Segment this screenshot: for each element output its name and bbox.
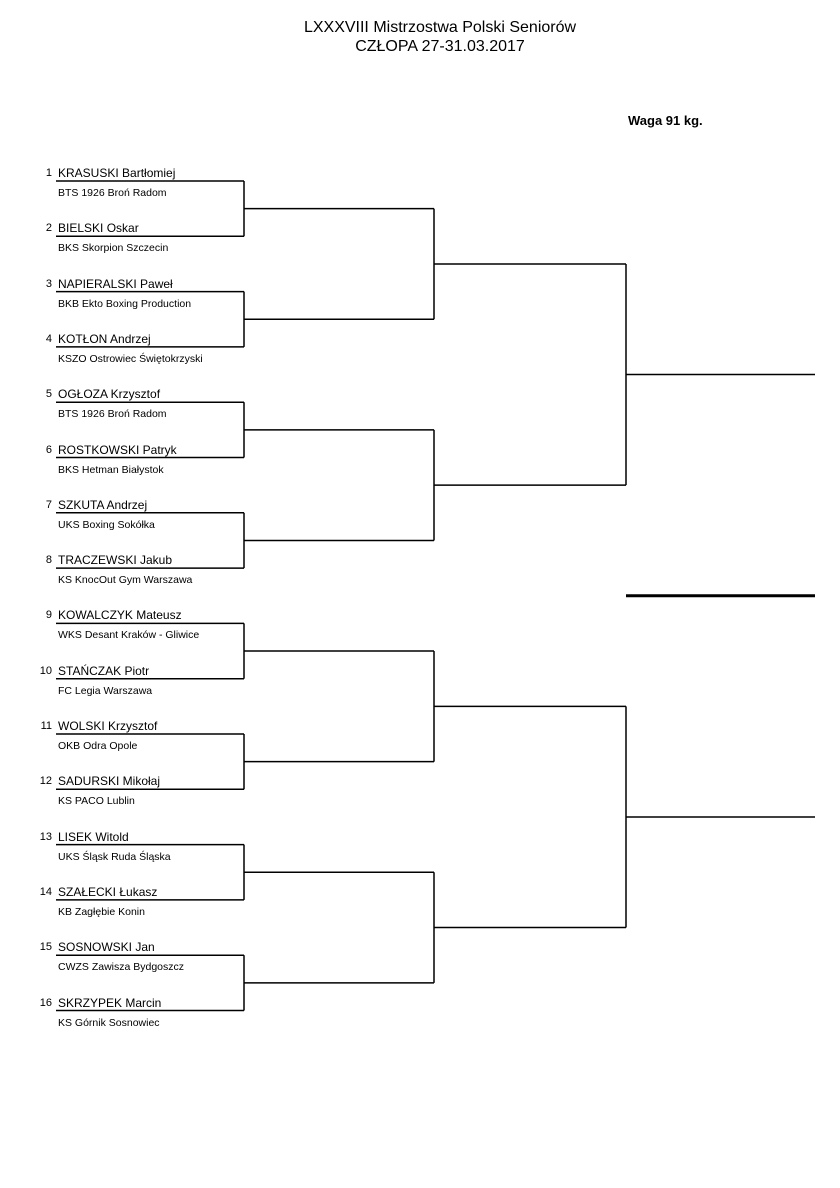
seed-number: 14: [39, 885, 52, 898]
seed-number: 1: [45, 167, 52, 179]
competitor-club: UKS Śląsk Ruda Śląska: [58, 850, 171, 863]
seed-number: 2: [45, 222, 52, 235]
competitor-club: KSZO Ostrowiec Świętokrzyski: [58, 352, 203, 365]
competitor-name: STAŃCZAK Piotr: [58, 663, 150, 678]
competitor-name: OGŁOZA Krzysztof: [58, 387, 161, 402]
seed-number: 10: [39, 664, 52, 677]
seed-number: 7: [45, 498, 52, 511]
competitor-name: ROSTKOWSKI Patryk: [58, 442, 177, 457]
seed-number: 3: [45, 277, 52, 290]
competitor-name: SKRZYPEK Marcin: [58, 995, 162, 1010]
competitor-club: KS Górnik Sosnowiec: [58, 1016, 160, 1029]
competitor-club: KB Zagłębie Konin: [58, 905, 145, 918]
competitor-club: BKS Hetman Białystok: [58, 463, 164, 476]
competitor-name: KOWALCZYK Mateusz: [58, 608, 182, 623]
competitor-club: CWZS Zawisza Bydgoszcz: [58, 961, 185, 974]
seed-number: 11: [40, 720, 52, 732]
competitor-club: BTS 1926 Broń Radom: [58, 408, 167, 421]
tournament-title: LXXXVIII Mistrzostwa Polski Seniorów: [303, 19, 577, 36]
competitor-club: BKS Skorpion Szczecin: [58, 242, 169, 255]
competitor-name: LISEK Witold: [58, 829, 129, 844]
competitor-name: SADURSKI Mikołaj: [58, 774, 161, 789]
seed-number: 6: [45, 443, 52, 456]
competitor-club: BKB Ekto Boxing Production: [58, 297, 192, 310]
competitor-name: NAPIERALSKI Paweł: [58, 276, 173, 291]
seed-number: 12: [39, 775, 52, 788]
competitor-name: SZAŁECKI Łukasz: [58, 884, 158, 899]
competitor-club: KS KnocOut Gym Warszawa: [58, 574, 193, 587]
competitor-name: KOTŁON Andrzej: [58, 331, 151, 346]
competitor-club: KS PACO Lublin: [58, 795, 135, 808]
competitor-name: SZKUTA Andrzej: [58, 497, 148, 512]
competitor-club: WKS Desant Kraków - Gliwice: [58, 629, 200, 642]
competitor-club: UKS Boxing Sokółka: [58, 518, 155, 531]
weight-class-label: Waga 91 kg.: [628, 113, 703, 128]
competitor-name: WOLSKI Krzysztof: [58, 719, 158, 733]
competitor-name: KRASUSKI Bartłomiej: [58, 166, 176, 180]
competitor-name: TRACZEWSKI Jakub: [58, 553, 173, 568]
competitor-name: SOSNOWSKI Jan: [58, 940, 155, 955]
seed-number: 9: [45, 609, 52, 622]
competitor-club: FC Legia Warszawa: [58, 684, 153, 697]
seed-number: 13: [39, 830, 52, 843]
competitor-club: OKB Odra Opole: [58, 740, 138, 752]
seed-number: 16: [39, 996, 52, 1009]
seed-number: 15: [39, 941, 52, 954]
tournament-location-dates: CZŁOPA 27-31.03.2017: [355, 38, 525, 55]
competitor-club: BTS 1926 Broń Radom: [58, 187, 167, 199]
competitor-name: BIELSKI Oskar: [58, 221, 139, 236]
seed-number: 5: [45, 388, 52, 401]
seed-number: 8: [45, 554, 52, 567]
seed-number: 4: [45, 332, 52, 345]
